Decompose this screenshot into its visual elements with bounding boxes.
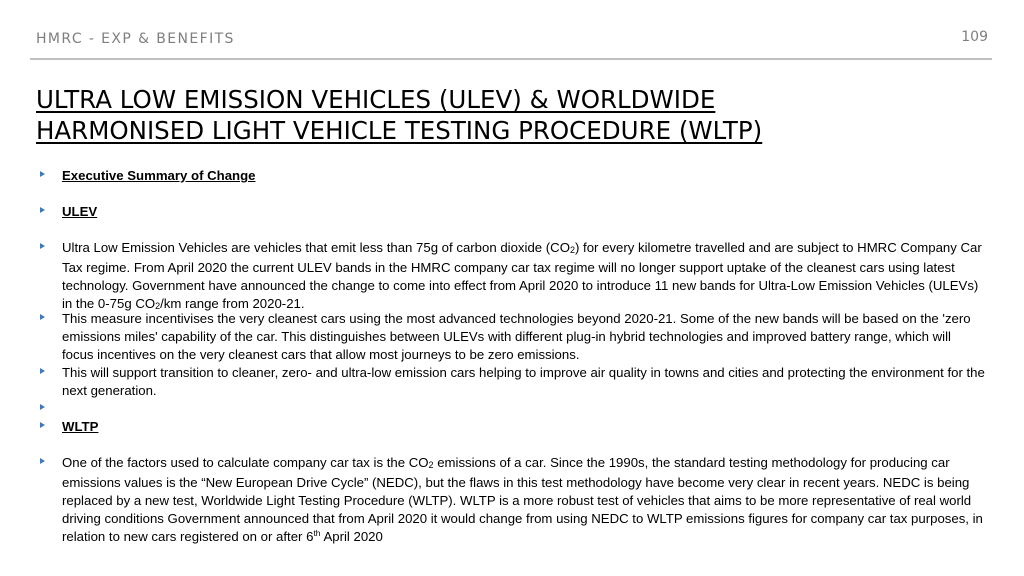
wltp-heading: WLTP bbox=[62, 419, 99, 434]
bullet-arrow-icon bbox=[40, 171, 45, 177]
text-run: /km range from 2020-21. bbox=[160, 296, 305, 311]
bullet-arrow-icon bbox=[40, 458, 45, 464]
text-run: emissions of a car. Since the 1990s, the standard testing methodology for producing car emissions values is the “New European Drive Cycle” (NEDC), but the flaws in this test methodology have become very clear in recent years. NEDC is being replaced by a new test, Worldwide Light Testing Procedure (WLTP). WLTP is a more robust test of vehicles that aims to be more representative of real world driving conditions Government announced that from April 2020 it would change from using NEDC to WLTP emissions figures for company car tax purposes, in relation to new cars registered on or after 6 bbox=[62, 455, 983, 544]
bullet-wltp-heading bbox=[40, 418, 986, 436]
slide-title-line-2: HARMONISED LIGHT VEHICLE TESTING PROCEDURE (WLTP) bbox=[36, 116, 763, 145]
executive-summary-heading: Executive Summary of Change bbox=[62, 168, 256, 183]
ulev-heading: ULEV bbox=[62, 204, 98, 219]
slide-title bbox=[36, 84, 762, 146]
subscript: 2 bbox=[428, 460, 434, 470]
bullet-ulev-transition bbox=[40, 364, 986, 400]
text-run: ) for every kilometre travelled and are subject to HMRC Company Car Tax regime. From April 2020 the current ULEV bands in the HMRC company car tax regime will no longer support uptake of the cleanest cars using latest technology. Government have announced the change to come into effect from April 2020 to introduce 11 new bands for Ultra-Low Emission Vehicles (ULEVs) in the 0-75g CO bbox=[62, 240, 982, 311]
slide-header bbox=[36, 28, 992, 58]
bullet-arrow-icon bbox=[40, 314, 45, 320]
bullet-wltp-description bbox=[40, 454, 986, 546]
bullet-ulev-definition bbox=[40, 239, 986, 315]
bullet-ulev-heading bbox=[40, 203, 986, 221]
bullet-arrow-icon bbox=[40, 243, 45, 249]
empty-bullet-text bbox=[62, 400, 986, 418]
bullet-arrow-icon bbox=[40, 404, 45, 410]
header-divider bbox=[30, 58, 992, 60]
header-title: HMRC - EXP & BENEFITS bbox=[36, 31, 235, 47]
bullet-executive-summary bbox=[40, 167, 986, 185]
page-number: 109 bbox=[961, 29, 988, 45]
text-run: Ultra Low Emission Vehicles are vehicles that emit less than 75g of carbon dioxide (CO bbox=[62, 240, 570, 255]
superscript: th bbox=[313, 528, 321, 538]
wltp-description-text bbox=[62, 454, 986, 546]
bullet-arrow-icon bbox=[40, 422, 45, 428]
subscript: 2 bbox=[155, 301, 161, 311]
slide-title-line-1: ULTRA LOW EMISSION VEHICLES (ULEV) & WORLDWIDE bbox=[36, 85, 716, 114]
bullet-arrow-icon bbox=[40, 207, 45, 213]
text-run: One of the factors used to calculate company car tax is the CO bbox=[62, 455, 429, 470]
bullet-empty bbox=[40, 400, 986, 418]
bullet-arrow-icon bbox=[40, 368, 45, 374]
text-run: April 2020 bbox=[320, 529, 383, 544]
ulev-incentives-text: This measure incentivises the very cleanest cars using the most advanced technologies beyond 2020-21. Some of the new bands will be based on the 'zero emissions miles' capability of the car. This distinguishes between ULEVs with different plug-in hybrid technologies and improved battery range, which will focus incentives on the very cleanest cars that allow most journeys to be zero emissions. bbox=[62, 311, 971, 362]
bullet-ulev-incentives bbox=[40, 310, 986, 364]
ulev-definition-text bbox=[62, 239, 986, 315]
subscript: 2 bbox=[569, 245, 575, 255]
ulev-transition-text: This will support transition to cleaner, zero- and ultra-low emission cars helping to improve air quality in towns and cities and protecting the environment for the next generation. bbox=[62, 365, 985, 398]
